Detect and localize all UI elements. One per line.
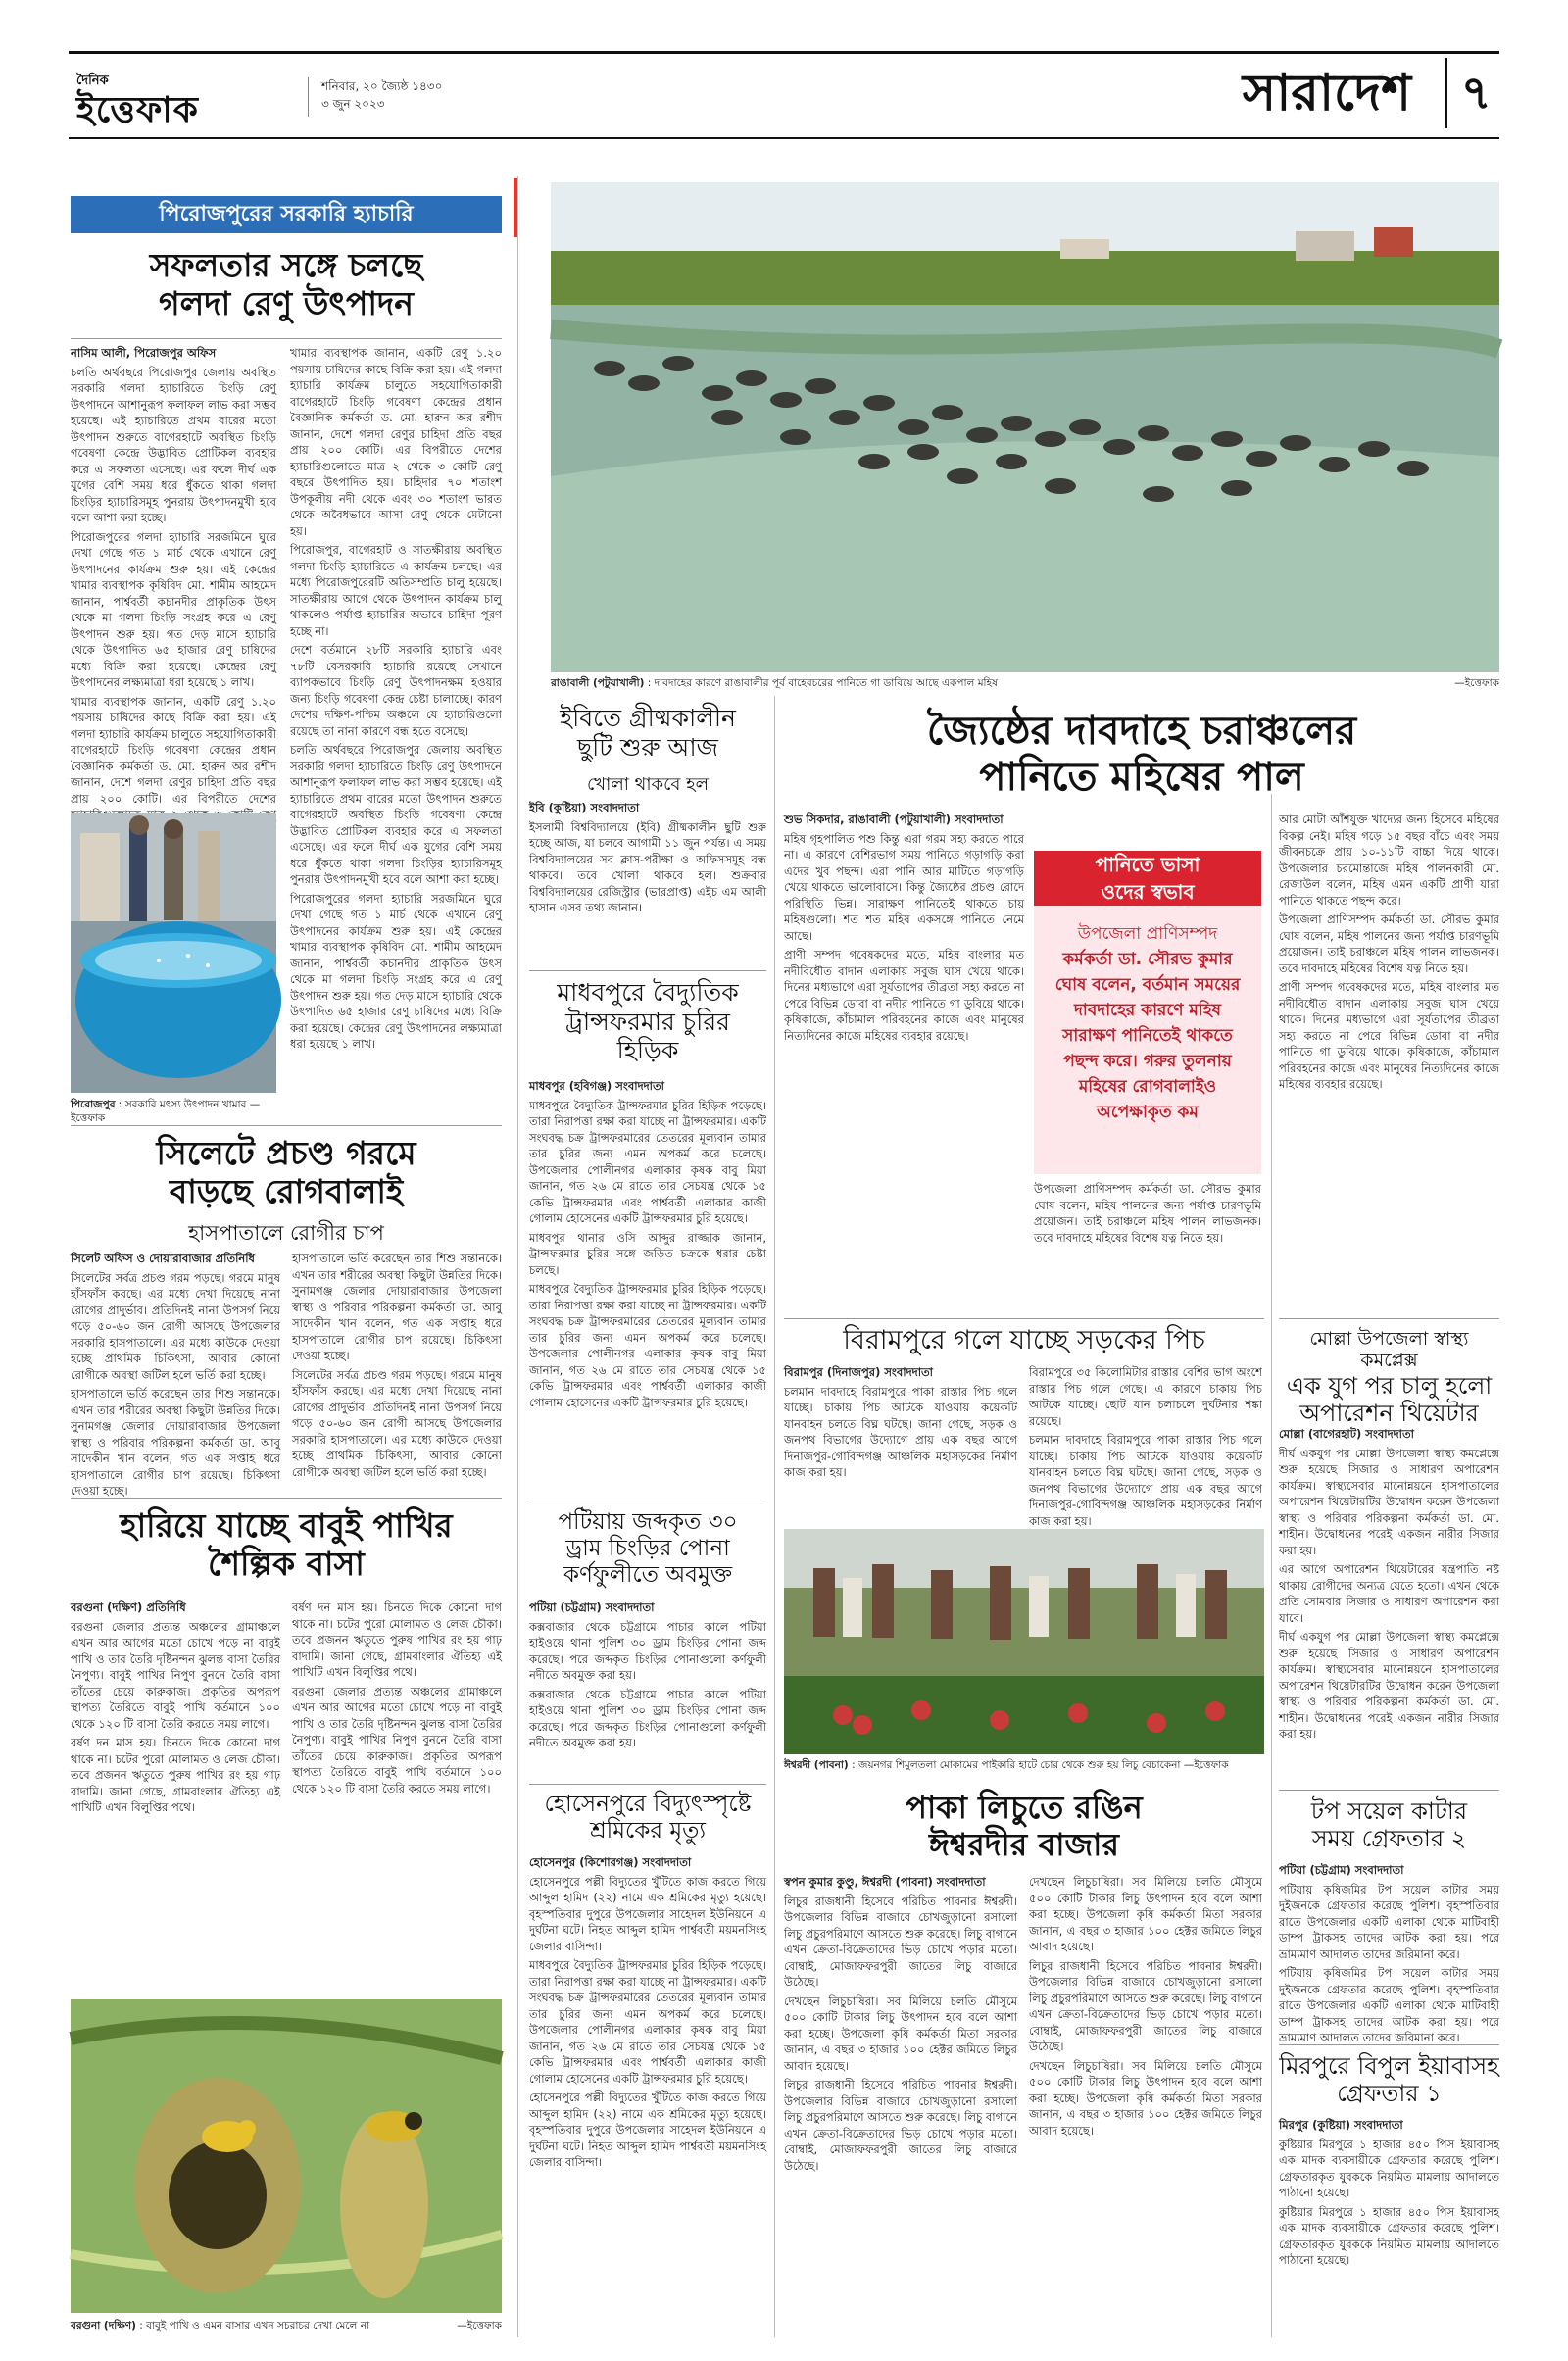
byline: স্বপন কুমার কুণ্ডু, ঈশ্বরদী (পাবনা) সংবাদদাতা (784, 1875, 986, 1889)
headline-line: অপারেশন থিয়েটার (1299, 1400, 1479, 1428)
paragraph: প্রাণী সম্পদ গবেষকদের মতে, মহিষ বাংলার মত নদীবিধৌত বাদান এলাকায় সবুজ ঘাস খেয়ে থাকে। দিনের মধ্যভাগে এরা সূর্যতাপের তীব্রতা সহ্য করতে না পেরে বিভিন্ন ডোবা বা নদীর পানিতে গা ডুবিয়ে থাকে। কৃষিকাজে, কাঁচামাল পরিবহনের কাজে এবং মানুষের নিত্যদিনের কাজে মহিষের ব্যবহার রয়েছে। (1279, 980, 1499, 1091)
paragraph: পিরোজপুর, বাগেরহাট ও সাতক্ষীরায় অবস্থিত গলদা চিংড়ি হ্যাচারিতে এ কার্যক্রম চলছে। এর মধ্যে পিরোজপুরেরটি অতিসম্প্রতি চালু হয়েছে। সাতক্ষীরায় আগে থেকে উৎপাদন কার্যক্রম চালু থাকলেও পর্যাপ্ত হ্যাচারির অভাবে চাহিদা পূরণ হচ্ছে না। (290, 543, 502, 638)
article-body (529, 1854, 766, 2335)
photo-credit: —ইত্তেফাক (71, 1099, 261, 1124)
pull-quote-line: ঘোষ বলেন, বর্তমান সময়ের (1054, 975, 1241, 995)
headline-line: সফলতার সঙ্গে চলছে (149, 246, 423, 284)
paragraph: চলমান দাবদাহে বিরামপুরে পাকা রাস্তার পিচ গলে যাচ্ছে। চাকায় পিচ আটকে যাওয়ায় কয়েকটি যানবাহন চলতে বিঘ্ন ঘটছে। জানা গেছে, সড়ক ও জনপথ বিভাগের উদ্যোগে প্রায় এক বছর আগে দিনাজপুর-গোবিন্দগঞ্জ আঞ্চলিক মহাসড়কের নির্মাণ কাজ করা হয়। (1029, 1433, 1262, 1528)
paragraph: বরগুনা জেলার প্রত্যন্ত অঞ্চলের গ্রামাঞ্চলে এখন আর আগের মতো চোখে পড়ে না বাবুই পাখি ও তার তৈরি দৃষ্টিনন্দন ঝুলন্ত বাসা তৈরির নৈপুণ্য। বাবুই পাখির নিপুণ বুননে তৈরি বাসা তাঁতের চেয়ে কারুকাজ। প্রকৃতির অপরূপ স্থাপত্য তৈরিতে বাবুই পাখি বর্তমানে ১০০ থেকে ১২০ টি বাসা তৈরি করতে সময় লাগে। (71, 1619, 280, 1731)
headline[interactable] (1279, 1797, 1499, 1853)
byline: সিলেট অফিস ও দোয়ারাবাজার প্রতিনিধি (71, 1252, 255, 1265)
article-body (71, 345, 276, 806)
divider (1279, 1790, 1499, 1791)
paragraph: পটিয়ায় কৃষিজমির টপ সয়েল কাটার সময় দুইজনকে গ্রেফতার করেছে পুলিশ। বৃহস্পতিবার রাতে উপজেলার একটি এলাকা থেকে মাটিবাহী ডাম্প ট্রাকসহ তাদের আটক করা হয়। পরে ভ্রাম্যমাণ আদালত তাদের জরিমানা করে। (1279, 1966, 1499, 2044)
hatchery-photo (71, 813, 276, 1093)
headline-line: গ্রেফতার ১ (1337, 2080, 1442, 2108)
headline-line: সময় গ্রেফতার ২ (1311, 1825, 1467, 1853)
pull-quote-line: মহিষের রোগবালাইও (1078, 1077, 1217, 1097)
pull-quote-line: উপজেলা প্রাণিসম্পদ (1077, 924, 1218, 944)
pull-quote-text (1034, 906, 1261, 1125)
headline-line: হোসেনপুরে বিদ্যুৎস্পৃষ্টে (544, 1792, 752, 1817)
paragraph: চলতি অর্থবছরে পিরোজপুর জেলায় অবস্থিত সরকারি গলদা হ্যাচারিতে চিংড়ি রেণু উৎপাদনে আশানুরূপ ফলাফল লাভ করা সম্ভব হয়েছে। এই হ্যাচারিতে প্রথম বারের মতো উৎপাদন শুরুতে বাগেরহাটে অবস্থিত চিংড়ি গবেষণা কেন্দ্রে উদ্ভাবিত প্রোটিকল ব্যবহার করে এ সফলতা এসেছে। এর ফলে দীর্ঘ এক যুগের বেশি সময় ধরে ধুঁকতে থাকা গলদা চিংড়ির হ্যাচারিসমূহ পুনরায় উৎপাদনমুখী হবে বলে আশা করা হচ্ছে। (290, 743, 502, 886)
article-body (1279, 2117, 1499, 2335)
headline-line: টপ সয়েল কাটার (1310, 1797, 1468, 1825)
article-body (292, 1599, 502, 1992)
article-body (292, 1251, 502, 1491)
byline: মোল্লা (বাগেরহাট) সংবাদদাতা (1279, 1427, 1414, 1441)
headline-line: গলদা রেণু উৎপাদন (159, 283, 414, 322)
headline-line: ছুটি শুরু আজ (576, 732, 719, 762)
buffalo-lead-photo (551, 182, 1499, 672)
section-title: সারাদেশ (1242, 63, 1411, 123)
photo-caption: বরগুনা (দক্ষিণ) : বাবুই পাখি ও এমন বাসার এখন সচরাচর দেখা মেলে না —ইত্তেফাক (71, 2320, 502, 2332)
pull-quote-heading (1034, 851, 1261, 906)
paragraph: সিলেটের সর্বত্র প্রচণ্ড গরম পড়ছে। গরমে মানুষ হাঁসফাঁস করছে। এর মধ্যে দেখা দিয়েছে নানা রোগের প্রাদুর্ভাব। প্রতিদিনই নানা উপসর্গ নিয়ে গড়ে ৫০-৬০ জন রোগী আসছে উপজেলার সরকারি হাসপাতালে। এর মধ্যে কাউকে দেওয়া হচ্ছে প্রাথমিক চিকিৎসা, আবার কোনো রোগীকে অবস্থা জটিল হলে ভর্তি করা হচ্ছে। (71, 1270, 280, 1382)
paragraph: পিরোজপুরের গলদা হ্যাচারি সরজমিনে ঘুরে দেখা গেছে গত ১ মার্চ থেকে এখানে রেণু উৎপাদনের কার্যক্রম শুরু হয়। এই কেন্দ্রের খামার ব্যবস্থাপক কৃষিবিদ মো. শামীম আহমেদ জানান, পার্শ্ববর্তী কচানদীর প্রাকৃতিক উৎস থেকে মা গলদা চিংড়ি সংগ্রহ করে এ রেণু উৎপাদন শুরু হয়। গত দেড় মাসে হ্যাচারি থেকে উৎপাদিত ৬৫ হাজার রেণু চাষিদের মধ্যে বিক্রি করা হয়েছে। কেন্দ্রের রেণু উৎপাদনের লক্ষ্যমাত্রা ধরা হয়েছে ১ লাখ। (290, 891, 502, 1051)
date-bangla: শনিবার, ২০ জ্যৈষ্ঠ ১৪৩০ (321, 79, 443, 93)
caption-text: সরকারি মৎস্য উৎপাদন খামার (124, 1099, 247, 1110)
paragraph: কক্সবাজার থেকে চট্টগ্রামে পাচার কালে পটিয়া হাইওয়ে থানা পুলিশ ৩০ ড্রাম চিংড়ির পোনা জব্দ করেছে। পরে জব্দকৃত চিংড়ির পোনাগুলো কর্ণফুলী নদীতে অবমুক্ত করা হয়। (529, 1619, 766, 1682)
photo-caption: পিরোজপুর : সরকারি মৎস্য উৎপাদন খামার —ইত্তেফাক (71, 1099, 261, 1124)
paragraph: এর আগে অপারেশন থিয়েটারের যন্ত্রপাতি নষ্ট থাকায় রোগীদের অন্যত্র যেতে হতো। এখন থেকে প্রতি সোমবার সিজার ও সাধারণ অপারেশন করা যাবে। (1279, 1562, 1499, 1625)
article-body (784, 1364, 1017, 1516)
paragraph: খামার ব্যবস্থাপক জানান, একটি রেণু ১.২০ পয়সায় চাষিদের কাছে বিক্রি করা হয়। এই গলদা হ্যাচারি কার্যক্রম চালুতে সহযোগিতাকারী বাগেরহাটে চিংড়ি গবেষণা কেন্দ্রের প্রধান বৈজ্ঞানিক কর্মকর্তা ড. মো. হারুন অর রশীদ জানান, দেশে গলদা রেণুর চাহিদা প্রতি বছর প্রায় ২০০ কোটি। এর বিপরীতে দেশের (71, 694, 276, 806)
headline-line: শ্রমিকের মৃত্যু (589, 1818, 707, 1845)
article-body (1279, 1426, 1499, 1784)
headline[interactable] (529, 1509, 766, 1589)
babui-bird-photo (71, 1999, 502, 2313)
headline[interactable]: বিরামপুরে গলে যাচ্ছে সড়কের পিচ (843, 1325, 1205, 1355)
photo-caption: রাঙাবালী (পটুয়াখালী) : দাবদাহের কারণে রাঙাবালীর পূর্ব বাহেরচরের পানিতে গা ডাবিয়ে আছে একপাল মহিষ —ইত্তেফাক (551, 677, 1499, 689)
pull-quote-line: সারাক্ষণ পানিতেই থাকতে (1062, 1026, 1233, 1046)
article-body (1279, 812, 1499, 1311)
byline: মাধবপুর (হবিগঞ্জ) সংবাদদাতা (529, 1079, 664, 1093)
caption-place: বরগুনা (দক্ষিণ) (71, 2320, 136, 2332)
caption-place: পিরোজপুর (71, 1099, 116, 1110)
paragraph: চলমান দাবদাহে বিরামপুরে পাকা রাস্তার পিচ গলে যাচ্ছে। চাকায় পিচ আটকে যাওয়ায় কয়েকটি যানবাহন চলতে বিঘ্ন ঘটছে। জানা গেছে, সড়ক ও জনপথ বিভাগের উদ্যোগে প্রায় এক বছর আগে দিনাজপুর-গোবিন্দগঞ্জ আঞ্চলিক মহাসড়কের নির্মাণ কাজ করা হয়। (784, 1384, 1017, 1479)
date-english: ৩ জুন ২০২৩ (321, 97, 385, 111)
article-body (529, 1078, 766, 1495)
paragraph: বর্ষণ দন মাস হয়। চিনতে দিকে কোনো দাগ থাকে না। চটের পুরো মোলামত ও লেজ চৌকা। তবে প্রজনন ঋতুতে পুরুষ পাখির রং হয় গাঢ় বাদামি। জানা গেছে, গ্রামবাংলার ঐতিহ্য এই পাখিটি এখন বিলুপ্তির পথে। (292, 1600, 502, 1679)
byline: পটিয়া (চট্টগ্রাম) সংবাদদাতা (529, 1600, 655, 1614)
article-body (784, 812, 1024, 1311)
pull-quote-line: পছন্দ করে। গরুর তুলনায় (1063, 1052, 1232, 1071)
divider (71, 338, 502, 339)
article-body (1029, 1874, 1262, 2335)
paragraph: কক্সবাজার থেকে চট্টগ্রামে পাচার কালে পটিয়া হাইওয়ে থানা পুলিশ ৩০ ড্রাম চিংড়ির পোনা জব্দ করেছে। পরে জব্দকৃত চিংড়ির পোনাগুলো কর্ণফুলী নদীতে অবমুক্ত করা হয়। (529, 1687, 766, 1749)
byline: হোসেনপুর (কিশোরগঞ্জ) সংবাদদাতা (529, 1855, 692, 1869)
divider (529, 1784, 766, 1785)
headline-line: পানিতে মহিষের পাল (979, 754, 1304, 801)
newspaper-logo[interactable] (76, 72, 292, 130)
babui-nest-image (71, 1999, 502, 2313)
byline: শুভ সিকদার, রাঙাবালী (পটুয়াখালী) সংবাদদাতা (784, 812, 1004, 826)
byline: পটিয়া (চট্টগ্রাম) সংবাদদাতা (1279, 1863, 1404, 1877)
paragraph: দীর্ঘ একযুগ পর মোল্লা উপজেলা স্বাস্থ্য কমপ্লেক্সে শুরু হয়েছে সিজার ও সাধারণ অপারেশন কার্যক্রম। স্বাস্থ্যসেবার মানোন্নয়নে হাসপাতালের অপারেশন থিয়েটারটির উদ্বোধন করেন উপজেলা স্বাস্থ্য ও পরিবার পরিকল্পনা কর্মকর্তা ডা. মো. শাহীন। উদ্বোধনের পরেই একজন নারীর সিজার করা হয়। (1279, 1630, 1499, 1741)
headline-line: ইবিতে গ্রীষ্মকালীন (560, 704, 736, 732)
paragraph: উপজেলা প্রাণিসম্পদ কর্মকর্তা ডা. সৌরভ কুমার ঘোষ বলেন, মহিষ পালনের জন্য পর্যাপ্ত চারণভূমি প্রয়োজন। তাই চরাঞ্চলে মহিষ পালন লাভজনক। তবে দাবদাহে মহিষের বিশেষ যত্ন নিতে হয়। (1034, 1182, 1261, 1245)
headline[interactable] (529, 704, 766, 762)
paragraph: হাসপাতালে ভর্তি করেছেন তার শিশু সন্তানকে। এখন তার শরীরের অবস্থা কিছুটা উন্নতির দিকে। সুনামগঞ্জ জেলার দোয়ারাবাজার উপজেলা স্বাস্থ্য ও পরিবার পরিকল্পনা কর্মকর্তা ডা. আবু সাদেকীন খান বলেন, গত এক সপ্তাহ ধরে হাসপাতালে রোগীর চাপ রয়েছে। চিকিৎসা দেওয়া হচ্ছে। (292, 1252, 502, 1362)
paragraph: লিচুর রাজধানী হিসেবে পরিচিত পাবনার ঈশ্বরদী। উপজেলার বিভিন্ন বাজারে চোখজুড়ানো রসালো লিচু প্রচুরপরিমাণে আসতে শুরু করেছে। লিচু বাগানে এখন ক্রেতা-বিক্রেতাদের ভিড় চোখে পড়ার মতো। বোম্বাই, মোজাফফরপুরী জাতের লিচু বাজারে উঠেছে। (1029, 1958, 1262, 2053)
logo-text: ইত্তেফাক (76, 89, 199, 130)
article-body (71, 1251, 280, 1498)
article-body (1029, 1364, 1262, 1528)
paragraph: মহিষ গৃহপালিত পশু কিন্তু এরা গরম সহ্য করতে পারে না। এ কারণে বেশিরভাগ সময় পানিতে গড়াগড়ি করা এদের খুব পছন্দ। এরা পানি আর মাটিতে গড়াগড়ি খেয়ে থাকতে ভালোবাসে। কিন্তু জ্যৈষ্ঠের প্রচণ্ড রোদে পরিস্থিতি ভিন্ন। সারাক্ষণ পানিতেই থাকতে চায় মহিষগুলো। শত শত মহিষ একসঙ্গে পানিতে নেমে আছে। (784, 831, 1024, 943)
headline-line: পটিয়ায় জব্দকৃত ৩০ (558, 1509, 738, 1535)
dateline (321, 77, 442, 113)
headline[interactable] (1279, 1328, 1499, 1427)
headline-line: হারিয়ে যাচ্ছে বাবুই পাখির (120, 1506, 453, 1545)
headline-line: সিলেটে প্রচণ্ড গরমে (156, 1134, 416, 1172)
article-body (784, 1874, 1017, 2335)
headline-line: হিড়িক (616, 1036, 679, 1064)
paragraph: দীর্ঘ একযুগ পর মোল্লা উপজেলা স্বাস্থ্য কমপ্লেক্সে শুরু হয়েছে সিজার ও সাধারণ অপারেশন কার্যক্রম। স্বাস্থ্যসেবার মানোন্নয়নে হাসপাতালের অপারেশন থিয়েটারটির উদ্বোধন করেন উপজেলা স্বাস্থ্য ও পরিবার পরিকল্পনা কর্মকর্তা ডা. মো. শাহীন। উদ্বোধনের পরেই একজন নারীর সিজার করা হয়। (1279, 1446, 1499, 1557)
headline[interactable] (71, 1135, 502, 1211)
headline-line: পাকা লিচুতে রঙিন (906, 1789, 1143, 1826)
column-rule (517, 176, 518, 2337)
divider (529, 970, 766, 971)
paragraph: উপজেলা প্রাণিসম্পদ কর্মকর্তা ডা. সৌরভ কুমার ঘোষ বলেন, মহিষ পালনের জন্য পর্যাপ্ত চারণভূমি প্রয়োজন। তাই চরাঞ্চলে মহিষ পালন লাভজনক। তবে দাবদাহে মহিষের বিশেষ যত্ন নিতে হয়। (1279, 912, 1499, 975)
photo-credit: —ইত্তেফাক (457, 2320, 502, 2332)
paragraph: দেশে বর্তমানে ২৮টি সরকারি হ্যাচারি এবং ৭৮টি বেসরকারি হ্যাচারি রয়েছে সেখানে ব্যাপকভাবে চিংড়ি রেণু উৎপাদনক্ষম হওয়ার জন্য চিংড়ি গবেষণা কেন্দ্র চেষ্টা চালাচ্ছে। কারণ দেশের দক্ষিণ-পশ্চিম অঞ্চলে যে হ্যাচারিগুলো রয়েছে তা নানা কারণে বন্ধ হতে বসেছে। (290, 643, 502, 738)
headline-line: মিরপুরে বিপুল ইয়াবাসহ (1279, 2052, 1499, 2080)
caption-place: ঈশ্বরদী (পাবনা) (784, 1759, 849, 1771)
pull-quote-line: দাবদাহের কারণে মহিষ (1073, 1001, 1222, 1020)
headline[interactable] (784, 708, 1499, 800)
paragraph: মাধবপুরে বৈদ্যুতিক ট্রান্সফরমার চুরির হিড়িক পড়েছে। তারা নিরাপত্তা রক্ষা করা যাচ্ছে না ট্রান্সফরমার। একটি সংঘবদ্ধ চক্র ট্রান্সফরমারের তেতরের মূল্যবান তামার তার চুরির জন্য এমন অপকর্ম করে চলেছে। উপজেলার পোলীনগর এলাকার কৃষক বাবু মিয়া জানান, গত ২৬ মে রাতে তার সেচযন্ত্র থেকে ১৫ কেভি ট্রান্সফরমার এবং পার্শ্ববর্তী এলাকার কাজী গোলাম হোসেনের একটি ট্রান্সফরমার চুরি হয়েছে। (529, 1282, 766, 1409)
paragraph: খামার ব্যবস্থাপক জানান, একটি রেণু ১.২০ পয়সায় চাষিদের কাছে বিক্রি করা হয়। এই গলদা হ্যাচারি কার্যক্রম চালুতে সহযোগিতাকারী বাগেরহাটে চিংড়ি গবেষণা কেন্দ্রের প্রধান বৈজ্ঞানিক কর্মকর্তা ড. মো. হারুন অর রশীদ জানান, দেশে গলদা রেণুর চাহিদা প্রতি বছর প্রায় ২০০ কোটি। এর বিপরীতে দেশের হ্যাচারিগুলোতে মাত্র ২ থেকে ৩ কোটি রেণু বছরে উৎপাদিত হয়। চাহিদার ৭০ শতাংশ উপকূলীয় নদী থেকে এবং ৩০ শতাংশ ভারত থেকে অবৈধভাবে আসা রেণু থেকে মেটানো হয়। (290, 346, 502, 538)
divider (1279, 1318, 1499, 1319)
divider (71, 1125, 502, 1126)
paragraph: হোসেনপুরে পল্লী বিদ্যুতের খুঁটিতে কাজ করতে গিয়ে আব্দুল হামিদ (২২) নামে এক শ্রমিকের মৃত্যু হয়েছে। বৃহস্পতিবার দুপুরে উপজেলার সাহেদল ইউনিয়নে এ দুর্ঘটনা ঘটে। নিহত আব্দুল হামিদ পার্শ্ববর্তী ময়মনসিংহ জেলার বাসিন্দা। (529, 1874, 766, 1953)
pull-quote-box (1034, 851, 1261, 1174)
paragraph: লিচুর রাজধানী হিসেবে পরিচিত পাবনার ঈশ্বরদী। উপজেলার বিভিন্ন বাজারে চোখজুড়ানো রসালো লিচু প্রচুরপরিমাণে আসতে শুরু করেছে। লিচু বাগানে এখন ক্রেতা-বিক্রেতাদের ভিড় চোখে পড়ার মতো। বোম্বাই, মোজাফফরপুরী জাতের লিচু বাজারে উঠেছে। (784, 2078, 1017, 2173)
headline-line: ঈশ্বরদীর বাজার (928, 1825, 1120, 1863)
paragraph: কুষ্টিয়ার মিরপুরে ১ হাজার ৪৫০ পিস ইয়াবাসহ এক মাদক ব্যবসায়ীকে গ্রেফতার করেছে পুলিশ। গ্রেফতারকৃত যুবককে নিয়মিত মামলায় আদালতে পাঠানো হয়েছে। (1279, 2204, 1499, 2267)
buffalo-herd-image (551, 182, 1499, 672)
paragraph: পিরোজপুরের গলদা হ্যাচারি সরজমিনে ঘুরে দেখা গেছে গত ১ মার্চ থেকে এখানে রেণু উৎপাদনের কার্যক্রম শুরু হয়। এই কেন্দ্রের খামার ব্যবস্থাপক কৃষিবিদ মো. শামীম আহমেদ জানান, পার্শ্ববর্তী কচানদীর প্রাকৃতিক উৎস থেকে মা গলদা চিংড়ি সংগ্রহ করে এ রেণু উৎপাদন শুরু হয়। গত দেড় মাসে হ্যাচারি থেকে উৎপাদিত ৬৫ হাজার রেণু চাষিদের মধ্যে বিক্রি করা হয়েছে। কেন্দ্রের রেণু উৎপাদনের লক্ষ্যমাত্রা ধরা হয়েছে ১ লাখ। (71, 529, 276, 689)
paragraph: হোসেনপুরে পল্লী বিদ্যুতের খুঁটিতে কাজ করতে গিয়ে আব্দুল হামিদ (২২) নামে এক শ্রমিকের মৃত্যু হয়েছে। বৃহস্পতিবার দুপুরে উপজেলার সাহেদল ইউনিয়নে এ দুর্ঘটনা ঘটে। নিহত আব্দুল হামিদ পার্শ্ববর্তী ময়মনসিংহ জেলার বাসিন্দা। (529, 2090, 766, 2169)
headline-line: ট্রান্সফরমার চুরির (565, 1007, 730, 1036)
article-body (529, 1599, 766, 1776)
article-body (1279, 1862, 1499, 2044)
column-rule (1271, 794, 1272, 2337)
paragraph: বরগুনা জেলার প্রত্যন্ত অঞ্চলের গ্রামাঞ্চলে এখন আর আগের মতো চোখে পড়ে না বাবুই পাখি ও তার তৈরি দৃষ্টিনন্দন ঝুলন্ত বাসা তৈরির নৈপুণ্য। বাবুই পাখির নিপুণ বুননে তৈরি বাসা তাঁতের চেয়ে কারুকাজ। প্রকৃতির অপরূপ স্থাপত্য তৈরিতে বাবুই পাখি বর্তমানে ১০০ থেকে ১২০ টি বাসা তৈরি করতে সময় লাগে। (292, 1684, 502, 1795)
subheadline: খোলা থাকবে হল (586, 774, 709, 795)
photo-credit: —ইত্তেফাক (1454, 677, 1499, 689)
hatchery-image (71, 813, 276, 1093)
byline: মিরপুর (কুষ্টিয়া) সংবাদদাতা (1279, 2118, 1403, 2132)
paragraph: লিচুর রাজধানী হিসেবে পরিচিত পাবনার ঈশ্বরদী। উপজেলার বিভিন্ন বাজারে চোখজুড়ানো রসালো লিচু প্রচুরপরিমাণে আসতে শুরু করেছে। লিচু বাগানে এখন ক্রেতা-বিক্রেতাদের ভিড় চোখে পড়ার মতো। বোম্বাই, মোজাফফরপুরী জাতের লিচু বাজারে উঠেছে। (784, 1894, 1017, 1989)
headline-line: শৈল্পিক বাসা (208, 1544, 365, 1583)
headline[interactable] (784, 1790, 1264, 1864)
logo-small-text: দৈনিক (76, 74, 109, 88)
headline-line: ড্রাম চিংড়ির পোনা (565, 1536, 730, 1562)
pull-quote-heading-line: পানিতে ভাসা (1095, 853, 1200, 876)
paragraph: কুষ্টিয়ার মিরপুরে ১ হাজার ৪৫০ পিস ইয়াবাসহ এক মাদক ব্যবসায়ীকে গ্রেফতার করেছে পুলিশ। গ্রেফতারকৃত যুবককে নিয়মিত মামলায় আদালতে পাঠানো হয়েছে। (1279, 2137, 1499, 2199)
paragraph: দেখছেন লিচুচাষিরা। সব মিলিয়ে চলতি মৌসুমে ৫০০ কোটি টাকার লিচু উৎপাদন হবে বলে আশা করা হচ্ছে। উপজেলা কৃষি কর্মকর্তা মিতা সরকার জানান, এ বছর ৩ হাজার ১০০ হেক্টর জমিতে লিচুর আবাদ হয়েছে। (1029, 1875, 1262, 1953)
paragraph: দেখছেন লিচুচাষিরা। সব মিলিয়ে চলতি মৌসুমে ৫০০ কোটি টাকার লিচু উৎপাদন হবে বলে আশা করা হচ্ছে। উপজেলা কৃষি কর্মকর্তা মিতা সরকার জানান, এ বছর ৩ হাজার ১০০ হেক্টর জমিতে লিচুর আবাদ হয়েছে। (1029, 2058, 1262, 2138)
photo-caption: ঈশ্বরদী (পাবনা) : জয়নগর শিমুলতলা মোকামের পাইকারি হাটে চোর থেকে শুরু হয় লিচু বেচাকেনা —ইত্তেফাক (784, 1759, 1229, 1771)
headline-line: কর্ণফুলীতে অবমুক্ত (563, 1562, 733, 1589)
paragraph: পটিয়ায় কৃষিজমির টপ সয়েল কাটার সময় দুইজনকে গ্রেফতার করেছে পুলিশ। বৃহস্পতিবার রাতে উপজেলার একটি এলাকা থেকে মাটিবাহী ডাম্প ট্রাকসহ তাদের আটক করা হয়। পরে ভ্রাম্যমাণ আদালত তাদের জরিমানা করে। (1279, 1882, 1499, 1961)
paragraph: মাধবপুর থানার ওসি আব্দুর রাজ্জাক জানান, ট্রান্সফরমার চুরির সঙ্গে জড়িত চক্রকে ধরার চেষ্টা চলছে। (529, 1230, 766, 1277)
divider (784, 1318, 1264, 1319)
caption-text: জয়নগর শিমুলতলা মোকামের পাইকারি হাটে চোর থেকে শুরু হয় লিচু বেচাকেনা (858, 1759, 1181, 1771)
headline-line: এক যুগ পর চালু হলো (1286, 1371, 1493, 1400)
litchi-market-image (784, 1529, 1264, 1754)
accent-bar (514, 178, 517, 237)
byline: বিরামপুর (দিনাজপুর) সংবাদদাতা (784, 1365, 934, 1379)
headline-line: মোল্লা উপজেলা স্বাস্থ্য কমপ্লেক্স (1309, 1328, 1469, 1372)
story-kicker: পিরোজপুরের সরকারি হ্যাচারি (71, 196, 502, 233)
column-rule (774, 696, 775, 2337)
paragraph: মাধবপুরে বৈদ্যুতিক ট্রান্সফরমার চুরির হিড়িক পড়েছে। তারা নিরাপত্তা রক্ষা করা যাচ্ছে না ট্রান্সফরমার। একটি সংঘবদ্ধ চক্র ট্রান্সফরমারের তেতরের মূল্যবান তামার তার চুরির জন্য এমন অপকর্ম করে চলেছে। উপজেলার পোলীনগর এলাকার কৃষক বাবু মিয়া জানান, গত ২৬ মে রাতে তার সেচযন্ত্র থেকে ১৫ কেভি ট্রান্সফরমার এবং পার্শ্ববর্তী এলাকার কাজী গোলাম হোসেনের একটি ট্রান্সফরমার চুরি হয়েছে। (529, 1958, 766, 2086)
headline[interactable] (71, 247, 502, 323)
byline: বরগুনা (দক্ষিণ) প্রতিনিধি (71, 1600, 186, 1614)
pull-quote-line: অপেক্ষাকৃত কম (1097, 1103, 1199, 1122)
pull-quote-heading-line: ওদের স্বভাব (1101, 880, 1195, 904)
headline-line: জ্যৈষ্ঠের দাবদাহে চরাঞ্চলের (926, 708, 1357, 754)
divider (1279, 2044, 1499, 2045)
article-body (71, 1599, 280, 1992)
paragraph: ইসলামী বিশ্ববিদ্যালয়ে (ইবি) গ্রীষ্মকালীন ছুটি শুরু হচ্ছে আজ, যা চলবে আগামী ১১ জুন পর্যন্ত। এ সময় বিশ্ববিদ্যালয়ের সব ক্লাস-পরীক্ষা ও অফিসসমূহ বন্ধ থাকবে। তবে খোলা থাকবে হল। শুক্রবার বিশ্ববিদ্যালয়ের রেজিস্ট্রার (ভারপ্রাপ্ত) এইচ এম আলী হাসান এসব তথ্য জানান। (529, 819, 766, 914)
caption-text: দাবদাহের কারণে রাঙাবালীর পূর্ব বাহেরচরের পানিতে গা ডাবিয়ে আছে একপাল মহিষ (654, 677, 998, 689)
paragraph: প্রাণী সম্পদ গবেষকদের মতে, মহিষ বাংলার মত নদীবিধৌত বাদান এলাকায় সবুজ ঘাস খেয়ে থাকে। দিনের মধ্যভাগে এরা সূর্যতাপের তীব্রতা সহ্য করতে না পেরে বিভিন্ন ডোবা বা নদীর পানিতে গা ডুবিয়ে থাকে। কৃষিকাজে, কাঁচামাল পরিবহনের কাজে এবং মানুষের নিত্যদিনের কাজে মহিষের ব্যবহার রয়েছে। (784, 948, 1024, 1043)
paragraph: মাধবপুরে বৈদ্যুতিক ট্রান্সফরমার চুরির হিড়িক পড়েছে। তারা নিরাপত্তা রক্ষা করা যাচ্ছে না ট্রান্সফরমার। একটি সংঘবদ্ধ চক্র ট্রান্সফরমারের তেতরের মূল্যবান তামার তার চুরির জন্য এমন অপকর্ম করে চলেছে। উপজেলার পোলীনগর এলাকার কৃষক বাবু মিয়া জানান, গত ২৬ মে রাতে তার সেচযন্ত্র থেকে ১৫ কেভি ট্রান্সফরমার এবং পার্শ্ববর্তী এলাকার কাজী গোলাম হোসেনের একটি ট্রান্সফরমার চুরি হয়েছে। (529, 1098, 766, 1225)
pull-quote-line: কর্মকর্তা ডা. সৌরভ কুমার (1062, 950, 1233, 969)
headline[interactable] (71, 1507, 502, 1584)
divider (71, 1498, 502, 1499)
headline[interactable] (1279, 2052, 1499, 2108)
paragraph: বিরামপুরে ৩৫ কিলোমিটার রাস্তার বেশির ভাগ অংশে রাস্তার পিচ গলে গেছে। এ কারণে চাকায় পিচ আটকে যাচ্ছে। ছোট যান চলাচলে দুর্ঘটনার শঙ্কা রয়েছে। (1029, 1365, 1262, 1428)
headline[interactable] (529, 978, 766, 1065)
paragraph: দেখছেন লিচুচাষিরা। সব মিলিয়ে চলতি মৌসুমে ৫০০ কোটি টাকার লিচু উৎপাদন হবে বলে আশা করা হচ্ছে। উপজেলা কৃষি কর্মকর্তা মিতা সরকার জানান, এ বছর ৩ হাজার ১০০ হেক্টর জমিতে লিচুর আবাদ হয়েছে। (784, 1993, 1017, 2073)
litchi-market-photo (784, 1529, 1264, 1754)
paragraph: সিলেটের সর্বত্র প্রচণ্ড গরম পড়ছে। গরমে মানুষ হাঁসফাঁস করছে। এর মধ্যে দেখা দিয়েছে নানা রোগের প্রাদুর্ভাব। প্রতিদিনই নানা উপসর্গ নিয়ে গড়ে ৫০-৬০ জন রোগী আসছে উপজেলার সরকারি হাসপাতালে। এর মধ্যে কাউকে দেওয়া হচ্ছে প্রাথমিক চিকিৎসা, আবার কোনো রোগীকে অবস্থা জটিল হলে ভর্তি করা হচ্ছে। (292, 1367, 502, 1479)
masthead (69, 51, 1499, 139)
paragraph: বর্ষণ দন মাস হয়। চিনতে দিকে কোনো দাগ থাকে না। চটের পুরো মোলামত ও লেজ চৌকা। তবে প্রজনন ঋতুতে পুরুষ পাখির রং হয় গাঢ় বাদামি। জানা গেছে, গ্রামবাংলার ঐতিহ্য এই পাখিটি এখন বিলুপ্তির পথে। (71, 1736, 280, 1814)
photo-credit: —ইত্তেফাক (1183, 1759, 1229, 1771)
caption-place: রাঙাবালী (পটুয়াখালী) (551, 677, 645, 689)
byline: নাসিম আলী, পিরোজপুর অফিস (71, 346, 217, 360)
headline-line: মাধবপুরে বৈদ্যুতিক (557, 978, 739, 1007)
subheadline: হাসপাতালে রোগীর চাপ (188, 1221, 384, 1245)
headline[interactable] (529, 1792, 766, 1845)
paragraph: হাসপাতালে ভর্তি করেছেন তার শিশু সন্তানকে। এখন তার শরীরের অবস্থা কিছুটা উন্নতির দিকে। সুনামগঞ্জ জেলার দোয়ারাবাজার উপজেলা স্বাস্থ্য ও পরিবার পরিকল্পনা কর্মকর্তা ডা. আবু সাদেকীন খান বলেন, গত এক সপ্তাহ ধরে হাসপাতালে রোগীর চাপ রয়েছে। চিকিৎসা দেওয়া হচ্ছে। (71, 1387, 280, 1498)
paragraph: আর মোটা আঁশযুক্ত খাদ্যের জন্য হিসেবে মহিষের বিকল্প নেই। মহিষ গড়ে ১৫ বছর বাঁচে এবং সময় জীবনচক্রে প্রায় ১০-১১টি বাচ্চা দিয়ে থাকে। উপজেলার চরমোন্তাজে মহিষ পালনকারী মো. রেজাউল বলেন, মহিষ এমন একটি প্রাণী যারা পানিতে থাকতে পছন্দ করে। (1279, 812, 1499, 908)
paragraph: চলতি অর্থবছরে পিরোজপুর জেলায় অবস্থিত সরকারি গলদা হ্যাচারিতে চিংড়ি রেণু উৎপাদনে আশানুরূপ ফলাফল লাভ করা সম্ভব হয়েছে। এই হ্যাচারিতে প্রথম বারের মতো উৎপাদন শুরুতে বাগেরহাটে অবস্থিত চিংড়ি গবেষণা কেন্দ্রে উদ্ভাবিত প্রোটিকল ব্যবহার করে এ সফলতা এসেছে। এর ফলে দীর্ঘ এক যুগের বেশি সময় ধরে ধুঁকতে থাকা গলদা চিংড়ির হ্যাচারিসমূহ পুনরায় উৎপাদনমুখী হবে বলে আশা করা হচ্ছে। (71, 365, 276, 524)
caption-text: বাবুই পাখি ও এমন বাসার এখন সচরাচর দেখা মেলে না (146, 2320, 370, 2332)
article-body (529, 800, 766, 966)
article-body (1034, 1181, 1261, 1308)
page-number: ৭ (1445, 58, 1492, 128)
headline-line: বাড়ছে রোগবালাই (169, 1171, 404, 1210)
byline: ইবি (কুষ্টিয়া) সংবাদদাতা (529, 801, 640, 814)
